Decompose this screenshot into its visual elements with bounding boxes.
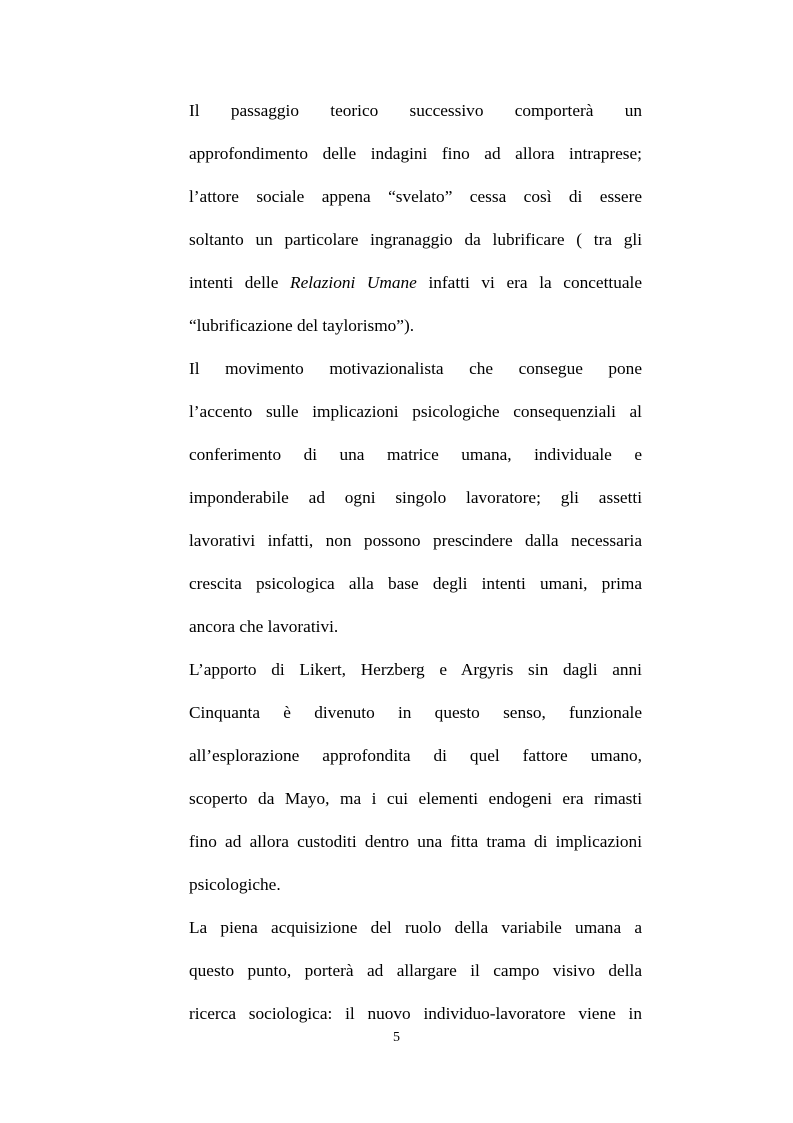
text-line: approfondimento delle indagini fino ad allora intraprese; [189, 144, 642, 163]
text-line: L’apporto di Likert, Herzberg e Argyris sin dagli anni [189, 660, 642, 679]
paragraph [189, 906, 642, 1035]
page-number: 5 [393, 1030, 400, 1045]
text-segment: infatti vi era la concettuale [416, 273, 642, 292]
text-line: fino ad allora custoditi dentro una fitta trama di implicazioni [189, 832, 642, 851]
italic-term: Relazioni Umane [290, 273, 417, 292]
text-line: soltanto un particolare ingranaggio da lubrificare ( tra gli [189, 230, 642, 249]
text-segment: intenti delle [189, 273, 291, 292]
text-line: conferimento di una matrice umana, individuale e [189, 445, 642, 464]
text-line: psicologiche. [189, 875, 281, 894]
text-line: Il movimento motivazionalista che consegue pone [189, 359, 642, 378]
text-line: l’attore sociale appena “svelato” cessa così di essere [189, 187, 642, 206]
text-line: ricerca sociologica: il nuovo individuo-lavoratore viene in [189, 1004, 642, 1023]
text-line: questo punto, porterà ad allargare il campo visivo della [189, 961, 642, 980]
text-line [189, 261, 642, 304]
text-line: Cinquanta è divenuto in questo senso, funzionale [189, 703, 642, 722]
text-line: l’accento sulle implicazioni psicologiche consequenziali al [189, 402, 642, 421]
paragraph [189, 648, 642, 906]
text-line: ancora che lavorativi. [189, 617, 339, 636]
text-line: imponderabile ad ogni singolo lavoratore; gli assetti [189, 488, 642, 507]
paragraph [189, 347, 642, 648]
text-line: “lubrificazione del taylorismo”). [189, 316, 415, 335]
text-line: crescita psicologica alla base degli intenti umani, prima [189, 574, 642, 593]
text-line: La piena acquisizione del ruolo della variabile umana a [189, 918, 642, 937]
body-text [189, 89, 642, 1035]
text-line: scoperto da Mayo, ma i cui elementi endogeni era rimasti [189, 789, 642, 808]
text-line: Il passaggio teorico successivo comporterà un [189, 101, 642, 120]
text-line: lavorativi infatti, non possono prescindere dalla necessaria [189, 531, 642, 550]
text-line: all’esplorazione approfondita di quel fattore umano, [189, 746, 642, 765]
paragraph [189, 89, 642, 347]
